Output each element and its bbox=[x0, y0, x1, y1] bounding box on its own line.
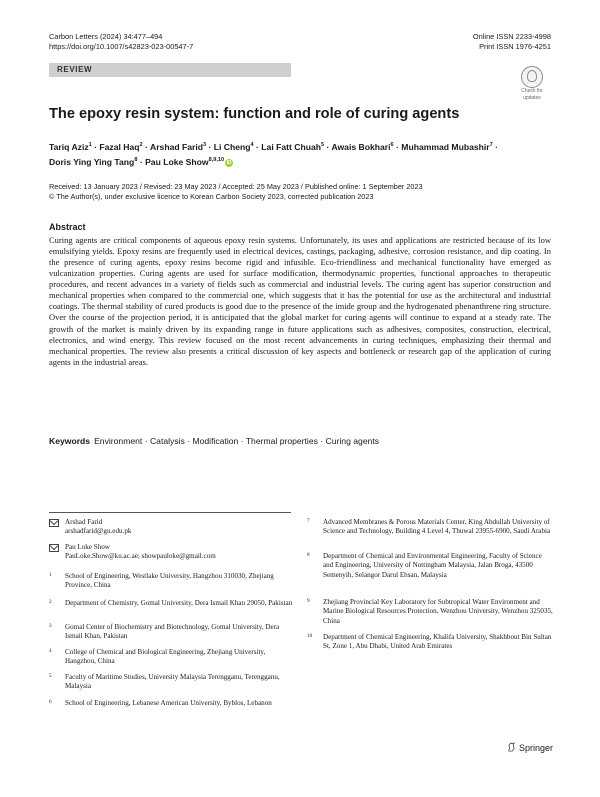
contact-name: Arshad Farid bbox=[65, 518, 103, 526]
affiliation-6 bbox=[49, 699, 299, 719]
check-for-updates-badge[interactable] bbox=[514, 66, 550, 101]
affiliation-text: College of Chemical and Biological Engineering, Zhejiang University, Hangzhou, China bbox=[65, 648, 266, 666]
doi-link[interactable]: https://doi.org/10.1007/s42823-023-00547-7 bbox=[49, 42, 194, 51]
author-affiliation-marker: 4 bbox=[250, 142, 254, 148]
affiliation-4 bbox=[49, 648, 299, 668]
author-name: Fazal Haq bbox=[99, 141, 140, 152]
author-separator: · bbox=[206, 141, 214, 152]
affiliation-8 bbox=[307, 552, 557, 592]
article-type-bar bbox=[49, 63, 291, 77]
author-name: Lai Fatt Chuah bbox=[261, 141, 321, 152]
affiliation-number: 2 bbox=[49, 599, 52, 605]
bookmark-icon bbox=[521, 66, 543, 88]
author-affiliation-marker: 8,9,10 bbox=[208, 157, 225, 164]
orcid-icon[interactable]: iD bbox=[226, 160, 232, 167]
affiliation-2 bbox=[49, 599, 299, 619]
publisher-name: Springer bbox=[519, 743, 554, 753]
footnote-divider bbox=[49, 512, 291, 513]
author-affiliation-marker: 8 bbox=[134, 157, 138, 164]
author-affiliation-marker: 5 bbox=[320, 142, 325, 148]
journal-reference: Carbon Letters (2024) 34:477–494 bbox=[49, 32, 163, 41]
contact-email[interactable]: PauLoke.Show@ku.ac.ae; showpauloke@gmail.com bbox=[65, 552, 216, 561]
author-affiliation-marker: 7 bbox=[489, 142, 493, 148]
author bbox=[150, 142, 206, 152]
abstract-text: Curing agents are critical components of aqueous epoxy resin systems. Unfortunately, its uses and applications are restricted because of its low emulsifying yields. Epoxy resins are frequently used in electrical devices, castings, packaging, adhesive, corrosion resistance, and dip coating. In the presence of curing agents, epoxy resins become rigid and infusible. Eco-friendliness and mechanical functionality have emerged as vulcanization properties. Curing agents are used for surface modification, thermodynamic properties, functional approaches to therapeutic procedures, and recent advances in a variety of fields such as commercial and industrial levels. The curing agent has superior construction and mechanical properties when compared to the commercial one, which suggests that it has the potential for use as the architectural and industrial coatings. The thermal stability of cured products is good due to the presence of the imide group and the hydrogenated phenanthrene ring structure. Over the course of the projection period, it is anticipated that the global market for curing agents will continue to expand at a steady rate. The growth of the market is mainly driven by its expanding range in future applications such as adhesives, composites, construction, electrical, electronics, and wind energy. This review focused on the most recent advancements in curing techniques, emphasizing their thermal and mechanical properties. The review also presents a critical discussion of key aspects and bottleneck or research gap of the application of curing agents in the industrial areas. bbox=[49, 235, 551, 367]
author-name: Tariq Aziz bbox=[49, 141, 89, 152]
author-affiliation-marker: 1 bbox=[88, 142, 92, 148]
contact-email[interactable]: arshadfarid@gu.edu.pk bbox=[65, 527, 132, 536]
author-separator: · bbox=[91, 141, 100, 152]
online-issn: Online ISSN 2233-4998 bbox=[472, 32, 551, 41]
author bbox=[214, 142, 254, 152]
author-separator: · bbox=[324, 141, 332, 152]
affiliation-3 bbox=[49, 623, 299, 643]
affiliation-number: 10 bbox=[307, 633, 313, 639]
affiliation-number: 8 bbox=[307, 552, 310, 558]
keywords-label: Keywords bbox=[49, 436, 91, 446]
affiliation-text: Zhejiang Provincial Key Laboratory for Subtropical Water Environment and Marine Biological Resources Protection, Wenzhou University, Wenzhou 325035, China bbox=[323, 598, 553, 625]
author-name: Pau Loke Show bbox=[145, 157, 209, 168]
affiliation-1 bbox=[49, 572, 299, 592]
author-separator: · bbox=[492, 141, 498, 152]
author-name: Awais Bokhari bbox=[331, 141, 391, 152]
author bbox=[49, 157, 137, 167]
affiliation-text: School of Engineering, Lebanese American University, Byblos, Lebanon bbox=[65, 699, 272, 707]
author-separator: · bbox=[142, 141, 150, 152]
author-separator: · bbox=[393, 141, 402, 152]
affiliation-number: 4 bbox=[49, 648, 52, 654]
author-name: Li Cheng bbox=[213, 141, 251, 152]
author bbox=[145, 157, 233, 167]
running-header-right bbox=[473, 32, 551, 52]
affiliation-text: Faculty of Maritime Studies, University Malaysia Terengganu, Terengganu, Malaysia bbox=[65, 673, 280, 691]
affiliation-number: 5 bbox=[49, 673, 52, 679]
article-title: The epoxy resin system: function and role of curing agents bbox=[49, 106, 460, 122]
affiliation-text: School of Engineering, Westlake University, Hangzhou 310030, Zhejiang Province, China bbox=[65, 572, 274, 590]
contact-2 bbox=[49, 543, 299, 563]
check-updates-line2: updates bbox=[523, 94, 541, 101]
envelope-icon bbox=[49, 544, 59, 552]
check-updates-line1: Check for bbox=[521, 88, 543, 94]
affiliation-10 bbox=[307, 633, 557, 663]
publisher-logo bbox=[507, 742, 553, 753]
affiliation-5 bbox=[49, 673, 299, 693]
affiliation-text: Department of Chemical and Environmental Engineering, Faculty of Science and Engineering, University of Nottingham Malaysia, Jalan Broga, 43500 Semenyih, Selangor Darul Ehsan, Malaysia bbox=[323, 552, 542, 579]
affiliation-number: 6 bbox=[49, 699, 52, 705]
author bbox=[261, 142, 324, 152]
publication-history bbox=[49, 182, 423, 202]
running-header-left bbox=[49, 32, 193, 52]
author bbox=[49, 142, 92, 152]
affiliation-text: Advanced Membranes & Porous Materials Center, King Abdullah University of Science and Technology, Building 4 Level 4, Thuwal 23955-6900, Saudi Arabia bbox=[323, 518, 551, 536]
author-list bbox=[49, 139, 559, 170]
author-affiliation-marker: 3 bbox=[203, 142, 207, 148]
affiliation-9 bbox=[307, 598, 557, 628]
keywords-list: Environment · Catalysis · Modification · Thermal properties · Curing agents bbox=[94, 436, 380, 446]
contact-name: Pau Loke Show bbox=[65, 543, 110, 551]
author-name: Muhammad Mubashir bbox=[401, 141, 490, 152]
author-separator: · bbox=[137, 157, 146, 168]
affiliation-number: 3 bbox=[49, 623, 52, 629]
author-affiliation-marker: 2 bbox=[139, 142, 143, 148]
abstract-heading: Abstract bbox=[49, 222, 86, 232]
springer-horse-icon bbox=[507, 742, 516, 752]
author-affiliation-marker: 6 bbox=[390, 142, 394, 148]
affiliation-number: 1 bbox=[49, 572, 52, 578]
author-separator: · bbox=[253, 141, 262, 152]
affiliation-number: 7 bbox=[307, 518, 310, 524]
dates-line: Received: 13 January 2023 / Revised: 23 May 2023 / Accepted: 25 May 2023 / Published online: 1 September 2023 bbox=[49, 182, 423, 191]
affiliation-text: Gomal Center of Biochemistry and Biotechnology, Gomal University, Dera Ismail Khan, Pakistan bbox=[65, 623, 280, 641]
contact-1 bbox=[49, 518, 299, 538]
author bbox=[401, 142, 492, 152]
author bbox=[331, 142, 393, 152]
author-name: Doris Ying Ying Tang bbox=[49, 157, 135, 168]
keywords bbox=[49, 436, 379, 446]
article-type-label: REVIEW bbox=[57, 65, 93, 74]
author-name: Arshad Farid bbox=[149, 141, 203, 152]
print-issn: Print ISSN 1976-4251 bbox=[479, 42, 551, 51]
affiliation-number: 9 bbox=[307, 598, 310, 604]
envelope-icon bbox=[49, 519, 59, 527]
author bbox=[99, 142, 142, 152]
affiliation-text: Department of Chemical Engineering, Khalifa University, Shakhbout Bin Sultan St, Zone 1, Abu Dhabi, United Arab Emirates bbox=[323, 633, 552, 651]
affiliation-text: Department of Chemistry, Gomal University, Dera Ismail Khan 29050, Pakistan bbox=[65, 599, 293, 607]
copyright-line: © The Author(s), under exclusive licence to Korean Carbon Society 2023, corrected publication 2023 bbox=[49, 192, 374, 201]
